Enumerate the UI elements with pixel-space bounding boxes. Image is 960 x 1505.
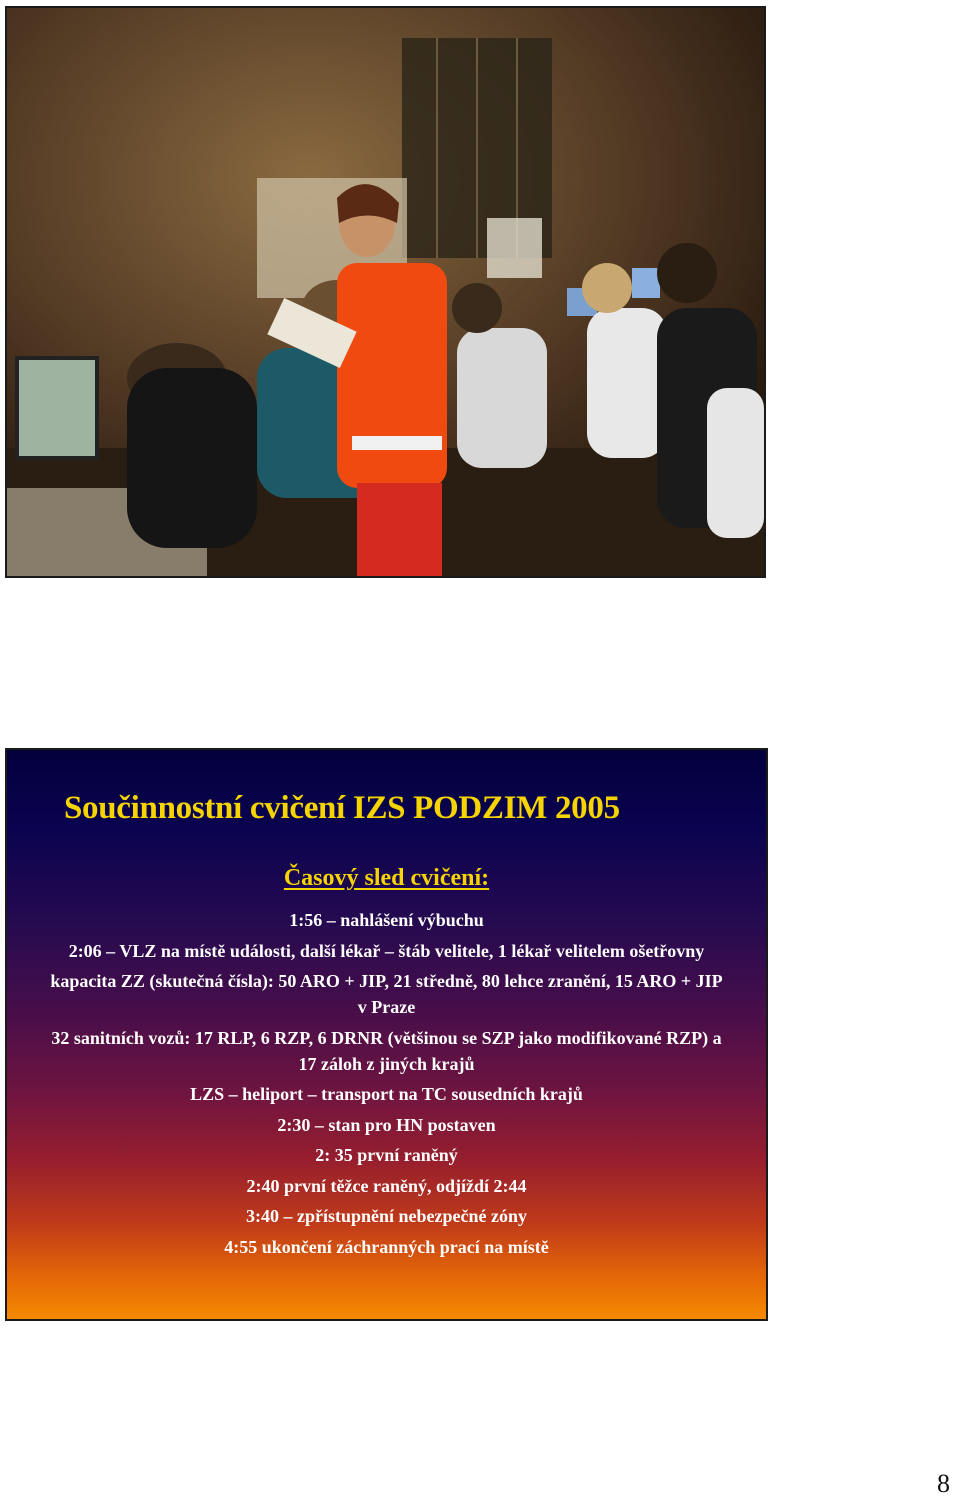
timeline-slide xyxy=(5,748,768,1321)
timeline-item: 2: 35 první raněný xyxy=(315,1145,458,1165)
slide-title: Součinnostní cvičení IZS PODZIM 2005 xyxy=(64,790,620,826)
timeline-item: LZS – heliport – transport na TC sousedních krajů xyxy=(190,1084,583,1104)
timeline-item: 3:40 – zpřístupnění nebezpečné zóny xyxy=(246,1206,527,1226)
timeline-item: 2:06 – VLZ na místě události, další lékař – štáb velitele, 1 lékař velitelem ošetřovny xyxy=(68,940,705,961)
timeline-item: 2:40 první těžce raněný, odjíždí 2:44 xyxy=(246,1175,527,1196)
timeline-item: kapacita ZZ (skutečná čísla): 50 ARO + JIP, 21 středně, 80 lehce zranění, 15 ARO + JIP v Praze xyxy=(50,971,723,1017)
photo-illustration xyxy=(7,8,764,576)
timeline-item: 1:56 – nahlášení výbuchu xyxy=(289,910,484,930)
timeline-item: 4:55 ukončení záchranných prací na místě xyxy=(224,1236,549,1257)
slide-subtitle: Časový sled cvičení: xyxy=(283,865,490,891)
dispatch-room-photo xyxy=(5,6,766,578)
page-number: 8 xyxy=(937,1469,950,1498)
timeline-list xyxy=(7,907,766,1264)
timeline-item: 2:30 – stan pro HN postaven xyxy=(277,1114,496,1135)
timeline-item: 32 sanitních vozů: 17 RLP, 6 RZP, 6 DRNR (většinou se SZP jako modifikované RZP) a 17 záloh z jiných krajů xyxy=(51,1027,722,1074)
